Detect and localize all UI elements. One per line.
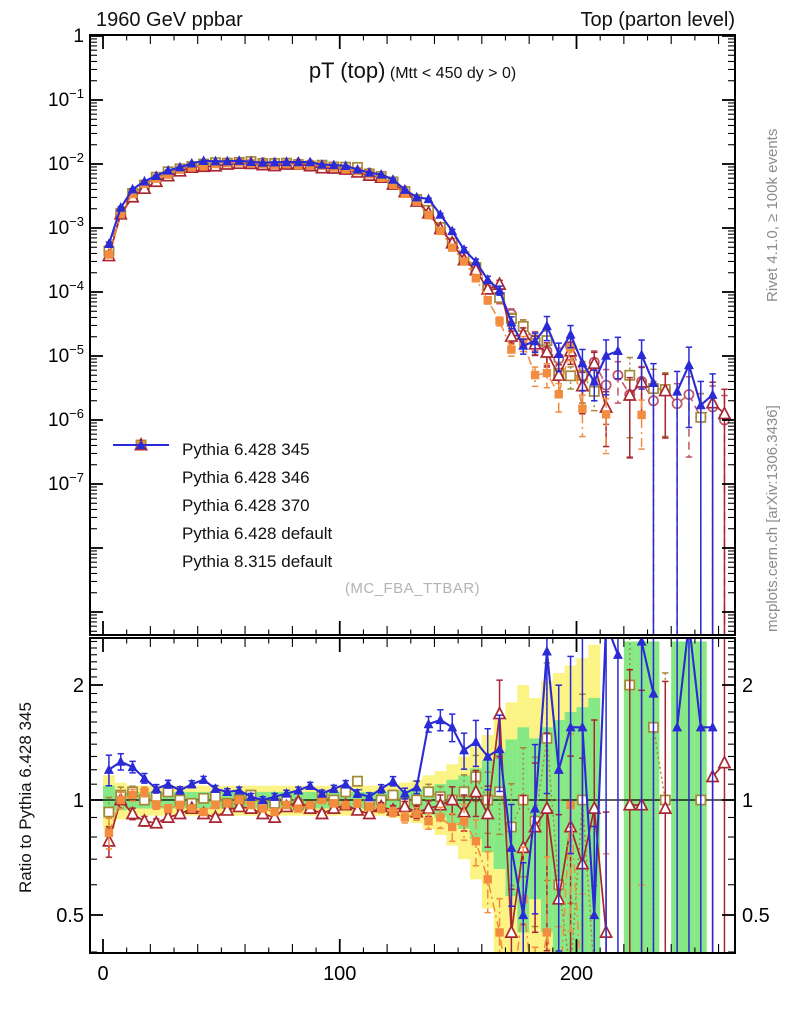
process-title: Top (parton level) <box>580 9 735 31</box>
plot-title-cut: (Mtt < 450 dy > 0) <box>389 65 517 82</box>
legend-label: Pythia 6.428 370 <box>182 496 310 515</box>
main-ytick-label: $10^{-2}$ <box>48 150 84 175</box>
legend-item <box>112 548 332 576</box>
ratio-ytick-label: 0.5 <box>56 904 84 927</box>
legend <box>112 436 332 576</box>
ratio-axis-title: Ratio to Pythia 6.428 345 <box>16 702 35 893</box>
main-ytick-label: 1 <box>73 26 84 47</box>
xtick-label: 200 <box>559 963 594 985</box>
legend-label: Pythia 6.428 346 <box>182 468 310 487</box>
legend-swatch-triangle-icon <box>112 497 170 515</box>
legend-swatch-square-icon <box>112 469 170 487</box>
main-ytick-label: $10^{-7}$ <box>48 470 84 495</box>
ratio-ytick-label-right: 1 <box>742 790 754 812</box>
series-Pythia-6-428-default <box>105 158 646 453</box>
rivet-version-note: Rivet 4.1.0, ≥ 100k events <box>764 128 781 302</box>
xtick-label: 0 <box>97 963 109 985</box>
legend-swatch-filled-square-icon <box>112 525 170 543</box>
analysis-watermark: (MC_FBA_TTBAR) <box>344 580 481 597</box>
main-ytick-label: $10^{-6}$ <box>48 406 84 431</box>
ratio-ytick-label: 1 <box>72 790 84 812</box>
plot-title-main: pT (top) <box>308 58 386 83</box>
xtick-label: 100 <box>323 963 357 985</box>
legend-label: Pythia 6.428 default <box>182 524 333 543</box>
ratio-ytick-label-right: 2 <box>742 675 754 698</box>
main-ytick-label: $10^{-4}$ <box>48 278 84 303</box>
main-ytick-label: $10^{-1}$ <box>48 86 84 111</box>
legend-item <box>112 492 332 520</box>
legend-label: Pythia 8.315 default <box>182 552 333 571</box>
legend-swatch-filled-triangle-icon <box>112 553 170 571</box>
legend-item <box>112 464 332 492</box>
mcplots-arxiv-note: mcplots.cern.ch [arXiv:1306.3436] <box>764 405 781 632</box>
ratio-ytick-label-right: 0.5 <box>742 904 770 927</box>
beam-title: 1960 GeV ppbar <box>96 9 243 31</box>
main-ytick-label: $10^{-3}$ <box>48 214 84 239</box>
ratio-ytick-label: 2 <box>72 675 84 698</box>
plot-title <box>90 58 735 84</box>
main-ytick-label: $10^{-5}$ <box>48 342 84 367</box>
legend-label: Pythia 6.428 345 <box>182 440 310 459</box>
legend-item <box>112 520 332 548</box>
